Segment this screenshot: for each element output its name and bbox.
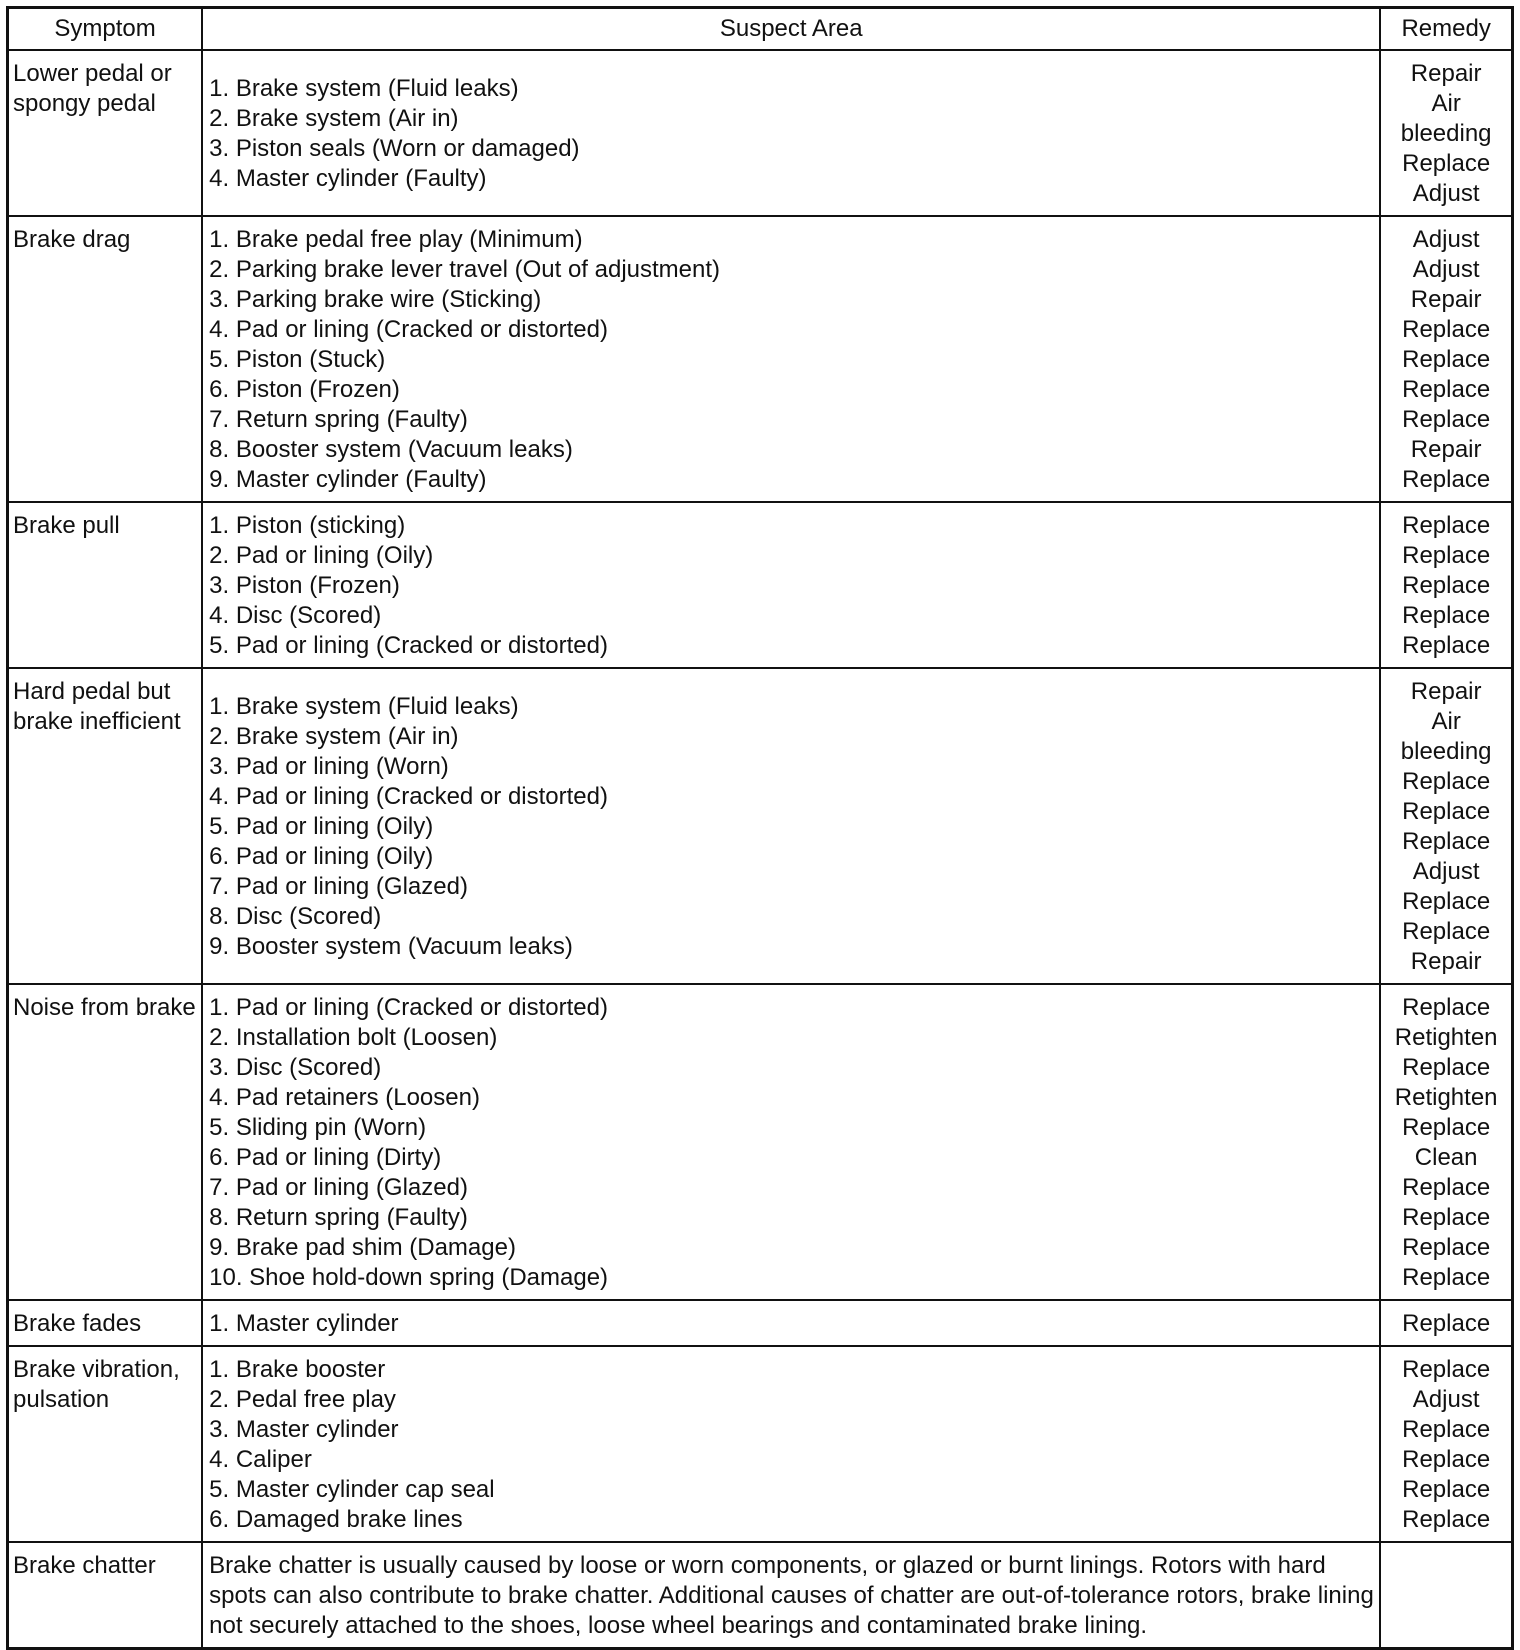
remedy-line: Repair — [1410, 60, 1482, 87]
remedy-line: Repair — [1410, 678, 1482, 705]
remedy-line: Clean — [1414, 1144, 1478, 1171]
suspect-line: 5. Pad or lining (Cracked or distorted) — [209, 632, 608, 659]
remedy-line: Replace — [1402, 346, 1491, 373]
remedy-line: Air — [1431, 708, 1461, 735]
remedy-line: Retighten — [1394, 1084, 1498, 1111]
suspect-line: 7. Pad or lining (Glazed) — [209, 1174, 468, 1201]
table-row — [8, 50, 1513, 216]
remedy-line: Replace — [1402, 1310, 1491, 1337]
table-row — [8, 216, 1513, 502]
remedy-line: Replace — [1402, 768, 1491, 795]
remedy-cell — [1380, 1346, 1512, 1542]
symptom-cell: Brake pull — [8, 502, 203, 668]
suspect-line: 3. Piston (Frozen) — [209, 572, 400, 599]
remedy-cell — [1380, 668, 1512, 984]
remedy-line: Adjust — [1412, 256, 1480, 283]
symptom-cell: Brake fades — [8, 1300, 203, 1346]
remedy-line: Replace — [1402, 994, 1491, 1021]
suspect-line: 2. Brake system (Air in) — [209, 105, 459, 132]
suspect-line: 4. Pad or lining (Cracked or distorted) — [209, 316, 608, 343]
suspect-cell — [202, 668, 1380, 984]
suspect-line: 5. Master cylinder cap seal — [209, 1476, 495, 1503]
suspect-line: 3. Piston seals (Worn or damaged) — [209, 135, 580, 162]
remedy-line: Replace — [1402, 1054, 1491, 1081]
suspect-line: 4. Master cylinder (Faulty) — [209, 165, 487, 192]
suspect-line: 4. Disc (Scored) — [209, 602, 382, 629]
suspect-line: 1. Piston (sticking) — [209, 512, 406, 539]
brake-troubleshooting-table — [6, 6, 1514, 1650]
suspect-line: 7. Pad or lining (Glazed) — [209, 873, 468, 900]
suspect-line: 2. Pad or lining (Oily) — [209, 542, 434, 569]
header-suspect-area: Suspect Area — [202, 8, 1380, 51]
remedy-cell — [1380, 502, 1512, 668]
remedy-line: Repair — [1410, 436, 1482, 463]
suspect-line: 3. Disc (Scored) — [209, 1054, 382, 1081]
suspect-line: 2. Parking brake lever travel (Out of adjustment) — [209, 256, 721, 283]
suspect-line: 1. Master cylinder — [209, 1310, 399, 1337]
suspect-line: 3. Master cylinder — [209, 1416, 399, 1443]
remedy-cell — [1380, 984, 1512, 1300]
header-row — [8, 8, 1513, 51]
remedy-line: Adjust — [1412, 1386, 1480, 1413]
table-row — [8, 1542, 1513, 1649]
suspect-line: 5. Piston (Stuck) — [209, 346, 386, 373]
suspect-cell — [202, 50, 1380, 216]
remedy-line: bleeding — [1400, 738, 1492, 765]
suspect-paragraph: Brake chatter is usually caused by loose or worn components, or glazed or burnt linings. Rotors with hard spots can also contribute to brake chatter. Additional causes of chatter are out-of-tolerance rotors, brake lining not securely attached to the shoes, loose wheel bearings and contaminated brake lining. — [202, 1542, 1380, 1649]
suspect-line: 10. Shoe hold-down spring (Damage) — [209, 1264, 609, 1291]
remedy-cell — [1380, 1300, 1512, 1346]
suspect-cell — [202, 502, 1380, 668]
suspect-line: 1. Brake system (Fluid leaks) — [209, 693, 519, 720]
remedy-line: Repair — [1410, 286, 1482, 313]
remedy-line: Replace — [1402, 466, 1491, 493]
suspect-line: 8. Return spring (Faulty) — [209, 1204, 468, 1231]
suspect-line: 9. Master cylinder (Faulty) — [209, 466, 487, 493]
remedy-cell — [1380, 50, 1512, 216]
symptom-cell: Noise from brake — [8, 984, 203, 1300]
suspect-line: 4. Pad or lining (Cracked or distorted) — [209, 783, 608, 810]
suspect-line: 1. Brake booster — [209, 1356, 386, 1383]
remedy-line: Replace — [1402, 1416, 1491, 1443]
suspect-line: 9. Booster system (Vacuum leaks) — [209, 933, 573, 960]
suspect-cell — [202, 984, 1380, 1300]
remedy-line: Replace — [1402, 1356, 1491, 1383]
table-row — [8, 1346, 1513, 1542]
remedy-line: Replace — [1402, 150, 1491, 177]
symptom-cell: Brake drag — [8, 216, 203, 502]
suspect-line: 1. Pad or lining (Cracked or distorted) — [209, 994, 608, 1021]
remedy-line: Adjust — [1412, 180, 1480, 207]
remedy-line: Replace — [1402, 572, 1491, 599]
suspect-line: 3. Pad or lining (Worn) — [209, 753, 449, 780]
table-row — [8, 668, 1513, 984]
remedy-line: Replace — [1402, 828, 1491, 855]
suspect-line: 3. Parking brake wire (Sticking) — [209, 286, 542, 313]
table-row — [8, 502, 1513, 668]
suspect-cell — [202, 1346, 1380, 1542]
suspect-line: 5. Sliding pin (Worn) — [209, 1114, 427, 1141]
suspect-line: 2. Brake system (Air in) — [209, 723, 459, 750]
remedy-line: Replace — [1402, 632, 1491, 659]
symptom-cell: Brake vibration, pulsation — [8, 1346, 203, 1542]
suspect-line: 9. Brake pad shim (Damage) — [209, 1234, 516, 1261]
suspect-line: 6. Pad or lining (Dirty) — [209, 1144, 442, 1171]
remedy-line: Replace — [1402, 1234, 1491, 1261]
suspect-cell — [202, 216, 1380, 502]
remedy-line: Repair — [1410, 948, 1482, 975]
symptom-cell: Lower pedal or spongy pedal — [8, 50, 203, 216]
remedy-line: bleeding — [1400, 120, 1492, 147]
remedy-line: Replace — [1402, 1114, 1491, 1141]
remedy-line: Replace — [1402, 1204, 1491, 1231]
suspect-line: 5. Pad or lining (Oily) — [209, 813, 434, 840]
suspect-line: 2. Installation bolt (Loosen) — [209, 1024, 498, 1051]
table-row — [8, 1300, 1513, 1346]
remedy-line: Replace — [1402, 1446, 1491, 1473]
remedy-line: Replace — [1402, 602, 1491, 629]
header-remedy: Remedy — [1380, 8, 1512, 51]
remedy-line: Replace — [1402, 316, 1491, 343]
header-symptom: Symptom — [8, 8, 203, 51]
remedy-line: Replace — [1402, 1174, 1491, 1201]
suspect-line: 6. Pad or lining (Oily) — [209, 843, 434, 870]
remedy-line: Replace — [1402, 798, 1491, 825]
remedy-line: Air — [1431, 90, 1461, 117]
remedy-line: Replace — [1402, 1264, 1491, 1291]
suspect-line: 4. Pad retainers (Loosen) — [209, 1084, 480, 1111]
suspect-line: 1. Brake system (Fluid leaks) — [209, 75, 519, 102]
suspect-line: 8. Disc (Scored) — [209, 903, 382, 930]
remedy-line: Retighten — [1394, 1024, 1498, 1051]
suspect-line: 2. Pedal free play — [209, 1386, 396, 1413]
suspect-line: 4. Caliper — [209, 1446, 312, 1473]
remedy-line: Replace — [1402, 512, 1491, 539]
suspect-line: 6. Piston (Frozen) — [209, 376, 400, 403]
remedy-line: Replace — [1402, 918, 1491, 945]
remedy-line: Replace — [1402, 542, 1491, 569]
remedy-cell — [1380, 216, 1512, 502]
remedy-line: Replace — [1402, 1506, 1491, 1533]
remedy-line: Replace — [1402, 406, 1491, 433]
remedy-line: Adjust — [1412, 858, 1480, 885]
suspect-line: 7. Return spring (Faulty) — [209, 406, 468, 433]
remedy-line: Replace — [1402, 1476, 1491, 1503]
suspect-line: 1. Brake pedal free play (Minimum) — [209, 226, 583, 253]
remedy-cell-empty — [1380, 1542, 1512, 1649]
remedy-line: Replace — [1402, 888, 1491, 915]
remedy-line: Adjust — [1412, 226, 1480, 253]
table-row — [8, 984, 1513, 1300]
suspect-line: 6. Damaged brake lines — [209, 1506, 463, 1533]
symptom-cell: Hard pedal but brake inefficient — [8, 668, 203, 984]
symptom-cell: Brake chatter — [8, 1542, 203, 1649]
suspect-cell — [202, 1300, 1380, 1346]
suspect-line: 8. Booster system (Vacuum leaks) — [209, 436, 573, 463]
remedy-line: Replace — [1402, 376, 1491, 403]
